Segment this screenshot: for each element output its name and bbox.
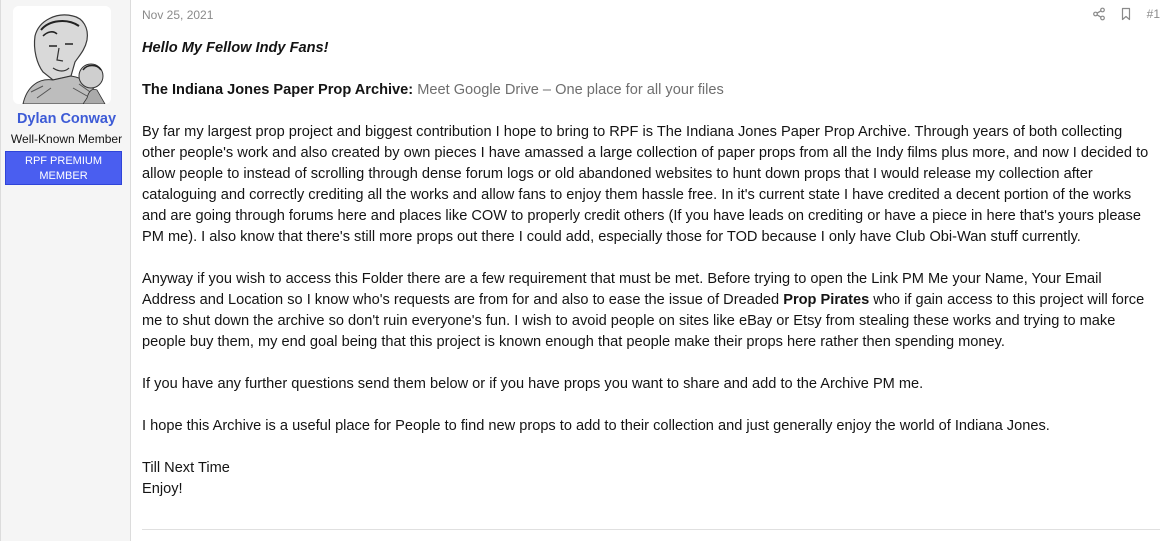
- post-main: [131, 0, 1174, 541]
- premium-member-banner: RPF PREMIUM MEMBER: [5, 151, 122, 185]
- greeting-text: Hello My Fellow Indy Fans!: [142, 40, 329, 56]
- user-avatar[interactable]: [13, 6, 111, 104]
- post-body: [142, 38, 1158, 500]
- post-footer-divider: [142, 529, 1160, 530]
- paragraph-intro: By far my largest prop project and biggest contribution I hope to bring to RPF is The Indiana Jones Paper Prop Archive. Through years of both collecting other people's work and also created by own pieces I have amassed a large collection of paper props from all the Indy films plus more, and now I decided to allow people to instead of scrolling through dense forum logs or old abandoned websites to hunt down props that I would release my collection after cataloguing and correctly crediting all the works and allow fans to enjoy them hassle free. In it's current state I have credited a decent portion of the works and are going through forums here and places like COW to properly credit others (If you have leads on crediting or have a piece in here that's yours please PM me). I also know that there's still more props out there I could add, especially those for TOD because I only have Club Obi-Wan stuff currently.: [142, 124, 1149, 245]
- share-icon[interactable]: [1092, 7, 1106, 21]
- paragraph-access: [142, 269, 1158, 353]
- user-title: Well-Known Member: [10, 132, 123, 146]
- bookmark-icon[interactable]: [1119, 7, 1133, 21]
- post-date[interactable]: Nov 25, 2021: [142, 8, 214, 22]
- user-sidebar: [0, 0, 131, 541]
- signoff-line-2: Enjoy!: [142, 481, 183, 497]
- paragraph-access-part2: who if gain access to this project will force me to shut down the archive so don't ruin everyone's fun. I wish to avoid people on sites like eBay or Etsy from stealing these works and trying to make people buy them, my end goal being that this project is known enough that people make their props here rather then spending money.: [142, 292, 1145, 350]
- google-drive-link[interactable]: Meet Google Drive – One place for all your files: [417, 82, 724, 98]
- post-actions: [1079, 7, 1160, 21]
- signoff-line-1: Till Next Time: [142, 460, 230, 476]
- post-number-link[interactable]: #1: [1146, 7, 1160, 21]
- avatar-portrait-image: [13, 6, 111, 104]
- archive-title: The Indiana Jones Paper Prop Archive:: [142, 82, 414, 98]
- username-link[interactable]: Dylan Conway: [16, 111, 117, 127]
- paragraph-hope: I hope this Archive is a useful place for People to find new props to add to their collection and just generally enjoy the world of Indiana Jones.: [142, 418, 1050, 434]
- paragraph-questions: If you have any further questions send them below or if you have props you want to share and add to the Archive PM me.: [142, 376, 924, 392]
- prop-pirates-text: Prop Pirates: [783, 292, 870, 308]
- paragraph-access-part1: Anyway if you wish to access this Folder there are a few requirement that must be met. Before trying to open the Link PM Me your Name, Your Email Address and Location so I know who's requests are from for and also to ease the issue of Dreaded: [142, 271, 1102, 308]
